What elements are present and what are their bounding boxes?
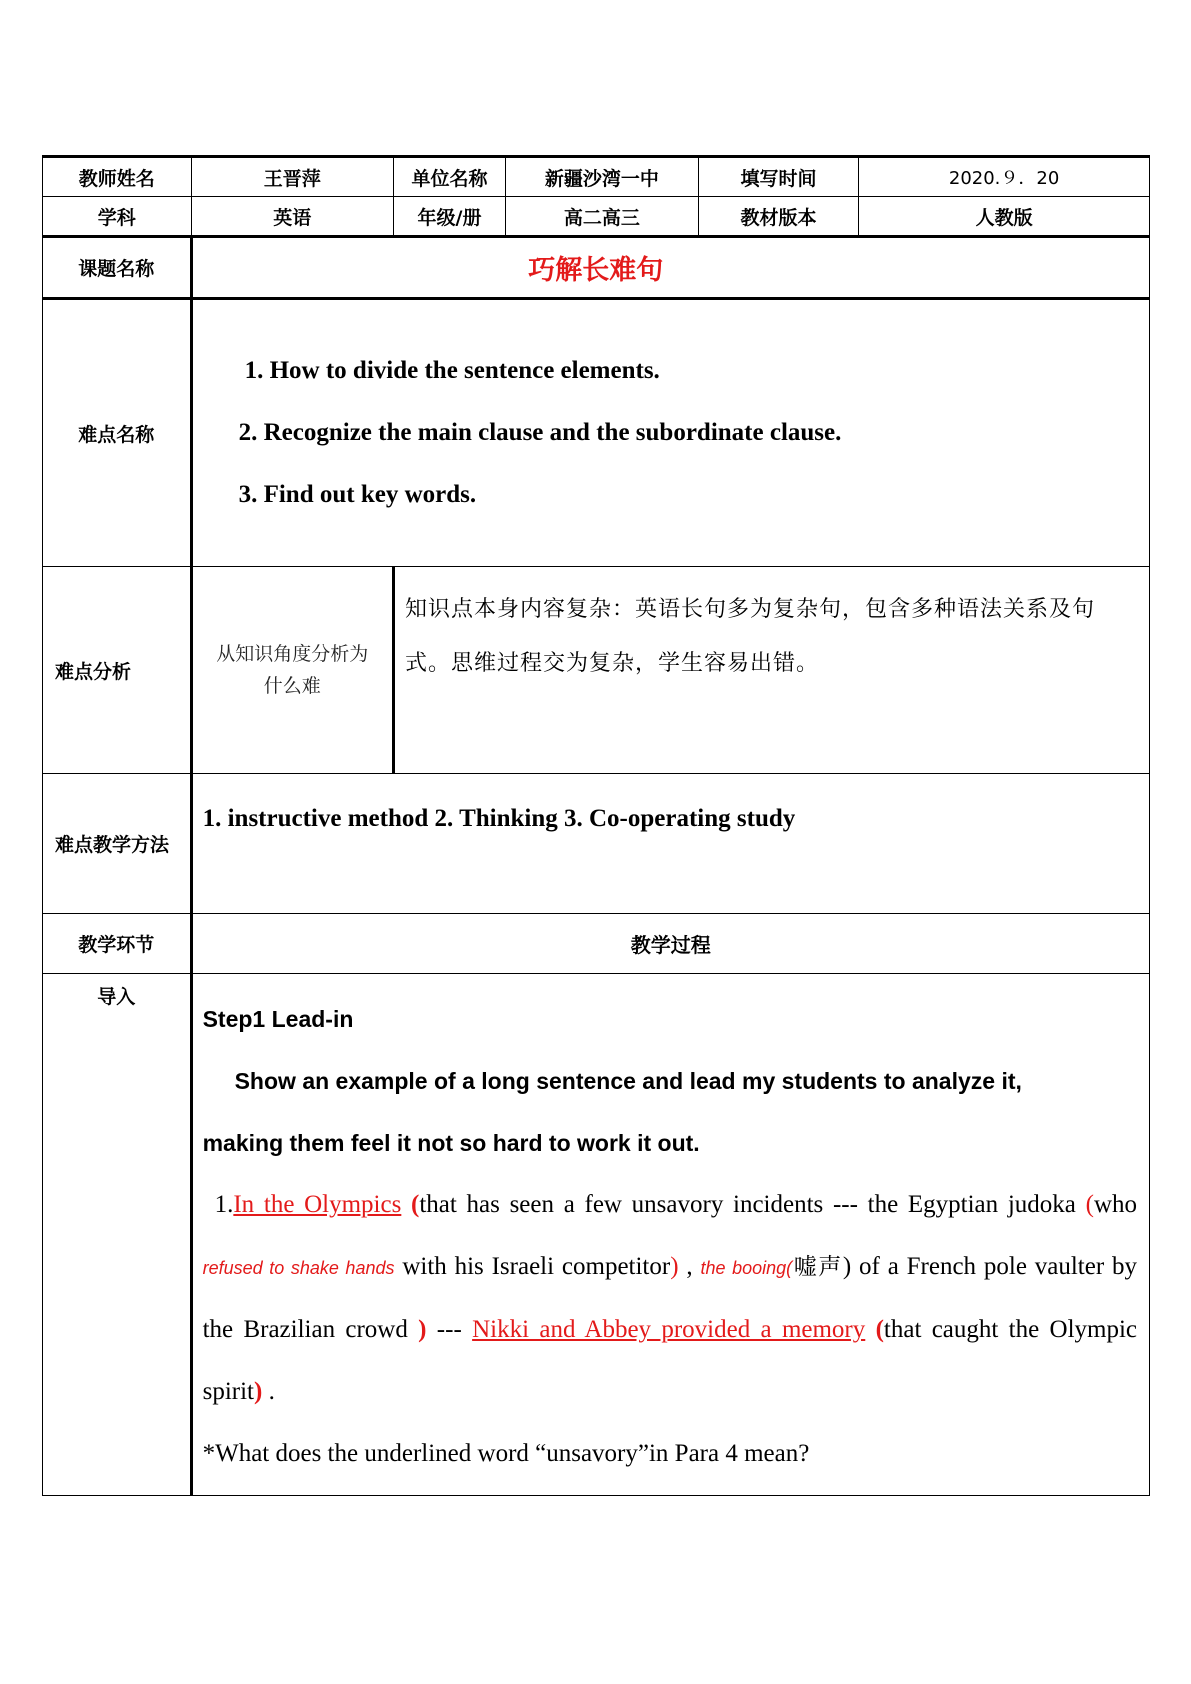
analysis-perspective [191,567,393,774]
step-description-1: Show an example of a long sentence and lead my students to analyze it, [234,1068,1022,1094]
header-row-1 [43,157,1150,197]
subject-label: 学科 [43,197,192,237]
analysis-text: 知识点本身内容复杂：英语长句多为复杂句，包含多种语法关系及句式。思维过程交为复杂，学生容易出错。 [394,567,1150,774]
process-content [191,974,1149,1496]
sentence-part: who [1093,1191,1137,1218]
sentence-part: 嘘声 [792,1254,843,1279]
sentence-part: 1. [214,1191,234,1218]
analysis-row [43,567,1150,774]
methods-label: 难点教学方法 [43,774,192,914]
difficulties-row [43,299,1150,567]
lesson-plan-document [42,155,1150,1496]
difficulty-item-2: 2. Recognize the main clause and the subordinate clause. [238,419,842,446]
date-label: 填写时间 [698,157,858,197]
unit-value: 新疆沙湾一中 [506,157,699,197]
teacher-label: 教师姓名 [43,157,192,197]
sentence-part: , [678,1253,701,1280]
sentence-part: ( [401,1191,420,1218]
methods-row [43,774,1150,914]
sentence-part: --- [426,1316,473,1343]
sentence-part: . [262,1378,275,1405]
sentence-part: ) [254,1378,263,1405]
topic-title: 巧解长难句 [191,237,1149,299]
sentence-part: ) of a French pole vaulter by the Brazilian crowd [202,1253,1138,1343]
teacher-value: 王晋萍 [191,157,393,197]
grade-value: 高二高三 [506,197,699,237]
analysis-label: 难点分析 [43,567,192,774]
textbook-value: 人教版 [859,197,1150,237]
sentence-part: that caught the Olympic spirit [202,1316,1137,1405]
analysis-perspective-line-1: 从知识角度分析为 [216,643,369,665]
subject-value: 英语 [191,197,393,237]
sentence-part: the booing( [700,1258,793,1278]
stage-header: 教学环节 [43,914,192,974]
sentence-part: ) [418,1316,427,1343]
difficulty-item-3: 3. Find out key words. [238,481,477,508]
topic-label: 课题名称 [43,237,192,299]
analysis-perspective-line-2: 什么难 [263,675,321,697]
date-value: 2020.９．20 [859,157,1150,197]
textbook-label: 教材版本 [698,197,858,237]
sentence-part: ) [670,1253,679,1280]
difficulties-list [191,299,1149,567]
sentence-part: that has seen a few unsavory incidents --- the Egyptian judoka [419,1191,1076,1218]
lesson-plan-table [42,155,1150,1496]
difficulty-item-1: 1. How to divide the sentence elements. [244,357,660,384]
sentence-part: Nikki and Abbey provided a memory [472,1316,866,1343]
process-header: 教学过程 [191,914,1149,974]
difficulties-label: 难点名称 [43,299,192,567]
comprehension-question: *What does the underlined word “unsavory”in Para 4 mean? [202,1440,810,1467]
step-title: Step1 Lead-in [202,1006,354,1032]
stage-name: 导入 [43,974,192,1496]
unit-label: 单位名称 [394,157,506,197]
step-description-2: making them feel it not so hard to work it out. [202,1130,700,1156]
header-row-2 [43,197,1150,237]
grade-label: 年级/册 [394,197,506,237]
sentence-part: refused to shake hands [202,1258,395,1278]
sentence-part: ( [1085,1191,1094,1218]
sentence-part: In the Olympics [233,1191,402,1218]
process-header-row [43,914,1150,974]
sentence-part: with his Israeli competitor [394,1253,671,1280]
process-row [43,974,1150,1496]
sentence-part: ( [875,1316,884,1343]
methods-text: 1. instructive method 2. Thinking 3. Co-operating study [191,774,1149,914]
topic-row [43,237,1150,299]
example-sentence [203,1174,1137,1423]
